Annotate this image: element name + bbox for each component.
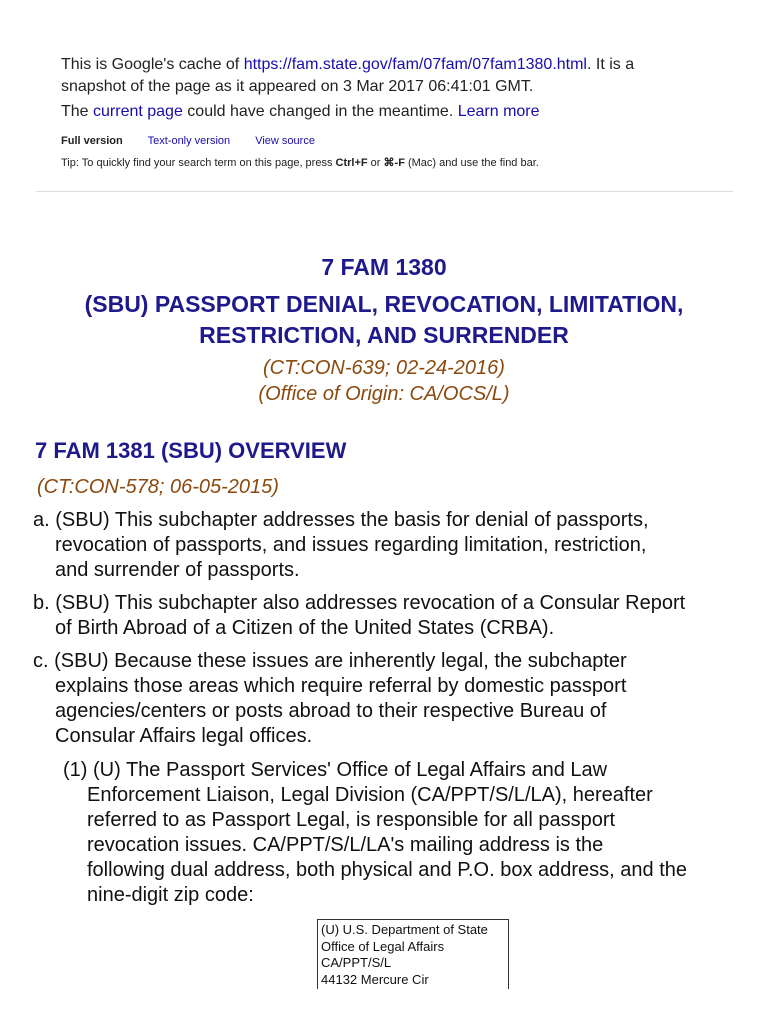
paragraph-b: b. (SBU) This subchapter also addresses revocation of a Consular Report of Birth Abroad of a Citizen of the United States (CRBA).: [33, 592, 686, 639]
cache-line-3: The current page could have changed in the meantime. Learn more: [61, 103, 540, 120]
cache-line-1: This is Google's cache of https://fam.state.gov/fam/07fam/07fam1380.html. It is a: [61, 56, 635, 73]
paragraph-a: a. (SBU) This subchapter addresses the basis for denial of passports, revocation of passports, and issues regarding limitation, restriction, and surrender of passports.: [33, 509, 649, 581]
header-divider: [36, 191, 733, 192]
find-tip: Tip: To quickly find your search term on this page, press Ctrl+F or ⌘-F (Mac) and use the find bar.: [61, 157, 539, 169]
paragraph-c: c. (SBU) Because these issues are inherently legal, the subchapter explains those areas which require referral by domestic passport agencies/centers or posts abroad to their respective Bureau of Consular Affairs legal offices.: [33, 650, 627, 747]
chapter-number: 7 FAM 1380: [321, 254, 447, 280]
address-line: (U) U.S. Department of State: [321, 922, 488, 937]
mailing-address-box: [317, 919, 509, 989]
text-only-version-link[interactable]: Text-only version: [147, 135, 231, 147]
cached-url-link[interactable]: https://fam.state.gov/fam/07fam/07fam1380.html: [243, 56, 587, 73]
chapter-title-line-1: (SBU) PASSPORT DENIAL, REVOCATION, LIMITATION,: [84, 291, 684, 317]
address-line: 44132 Mercure Cir: [321, 971, 429, 987]
cache-version-links: [61, 133, 741, 149]
current-page-link[interactable]: current page: [93, 103, 183, 120]
full-version-label: Full version: [61, 135, 123, 147]
office-of-origin: (Office of Origin: CA/OCS/L): [258, 383, 510, 405]
chapter-title-line-2: RESTRICTION, AND SURRENDER: [199, 322, 569, 348]
cache-notice: [61, 54, 741, 171]
view-source-link[interactable]: View source: [255, 135, 315, 147]
learn-more-link[interactable]: Learn more: [457, 103, 540, 120]
chapter-ct: (CT:CON-639; 02-24-2016): [263, 357, 505, 379]
section-ct: (CT:CON-578; 06-05-2015): [37, 476, 279, 498]
cache-line-2: snapshot of the page as it appeared on 3 Mar 2017 06:41:01 GMT.: [61, 78, 534, 95]
address-line: CA/PPT/S/L: [321, 955, 392, 970]
section-heading: 7 FAM 1381 (SBU) OVERVIEW: [35, 438, 347, 463]
subparagraph-1: (1) (U) The Passport Services' Office of Legal Affairs and Law Enforcement Liaison, Legal Division (CA/PPT/S/L/LA), hereafter referred to as Passport Legal, is responsible for all passport revocation issues. CA/PPT/S/L/LA's mailing address is the following dual address, both physical and P.O. box address, and the nine-digit zip code:: [63, 759, 688, 906]
address-line: Office of Legal Affairs: [321, 938, 445, 954]
